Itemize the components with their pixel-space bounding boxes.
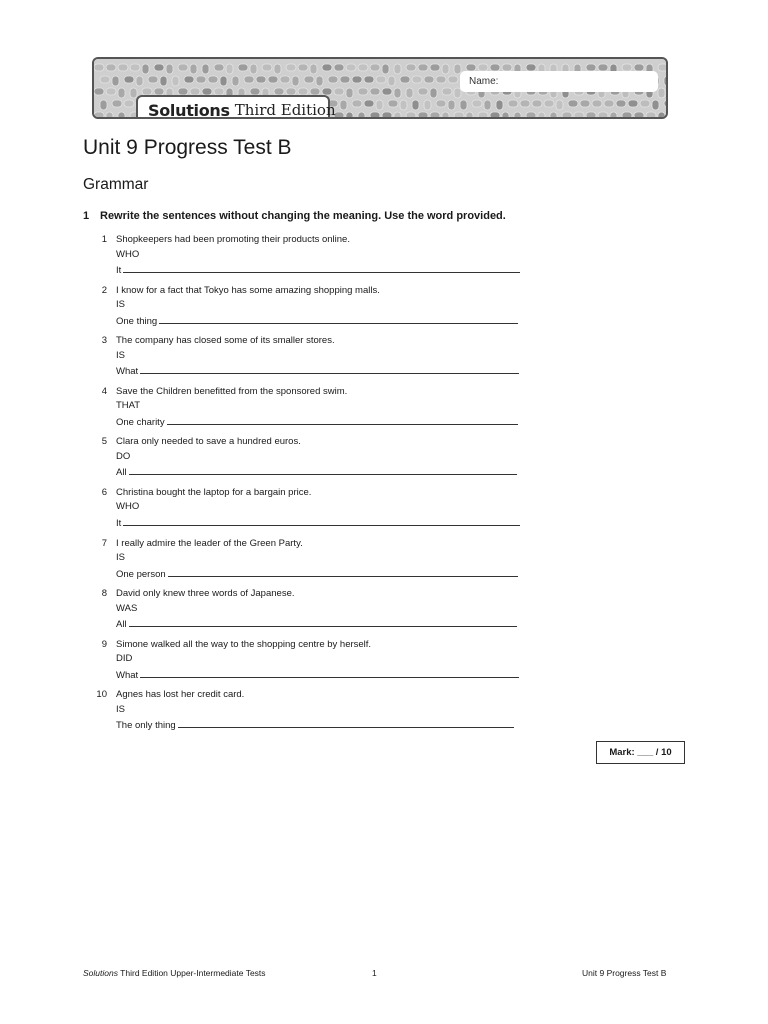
- answer-prompt: One charity: [116, 416, 165, 428]
- answer-line[interactable]: [178, 717, 514, 728]
- answer-prompt: One person: [116, 568, 166, 580]
- pattern-pill: [616, 100, 626, 107]
- pattern-pill: [100, 76, 110, 83]
- pattern-pill: [502, 64, 512, 71]
- question-keyword: IS: [116, 299, 125, 311]
- list-item: [0, 435, 768, 486]
- question-body: [116, 284, 518, 330]
- pattern-pill: [442, 64, 449, 74]
- pattern-pill: [400, 76, 410, 83]
- pattern-pill: [628, 100, 638, 107]
- pattern-pill: [112, 76, 119, 86]
- pattern-pill: [382, 88, 392, 95]
- pattern-pill: [634, 64, 644, 71]
- pattern-pill: [658, 112, 665, 117]
- pattern-pill: [160, 76, 167, 86]
- pattern-pill: [304, 76, 314, 83]
- pattern-pill: [106, 112, 113, 117]
- pattern-pill: [256, 76, 266, 83]
- pattern-pill: [262, 64, 272, 71]
- pattern-pill: [610, 112, 617, 117]
- pattern-pill: [382, 64, 389, 74]
- answer-prompt: It: [116, 517, 122, 529]
- pattern-pill: [118, 112, 125, 117]
- pattern-pill: [574, 112, 584, 117]
- pattern-pill: [124, 76, 134, 83]
- pattern-pill: [436, 76, 446, 83]
- page-number: 1: [372, 968, 377, 978]
- question-sentence: David only knew three words of Japanese.: [116, 588, 295, 600]
- pattern-pill: [418, 64, 428, 71]
- question-number: 1: [101, 234, 107, 245]
- pattern-pill: [268, 76, 278, 83]
- pattern-pill: [154, 64, 164, 71]
- pattern-pill: [190, 64, 197, 74]
- pattern-pill: [202, 88, 212, 95]
- question-sentence: Agnes has lost her credit card.: [116, 689, 245, 701]
- question-body: [116, 688, 514, 734]
- pattern-pill: [280, 76, 290, 83]
- pattern-pill: [352, 100, 362, 107]
- question-sentence: I know for a fact that Tokyo has some amazing shopping malls.: [116, 284, 380, 296]
- answer-prompt: All: [116, 467, 127, 479]
- question-number: 7: [101, 537, 107, 549]
- pattern-pill: [184, 76, 194, 83]
- pattern-pill: [364, 100, 374, 107]
- pattern-pill: [172, 76, 179, 86]
- question-keyword: WAS: [116, 602, 138, 614]
- pattern-pill: [118, 88, 125, 98]
- pattern-pill: [490, 112, 500, 117]
- pattern-pill: [478, 64, 488, 71]
- list-item: [0, 334, 768, 385]
- exercise-instruction: [83, 210, 506, 222]
- pattern-pill: [658, 64, 666, 71]
- pattern-pill: [430, 112, 440, 117]
- pattern-pill: [100, 100, 107, 110]
- pattern-pill: [454, 112, 464, 117]
- pattern-pill: [664, 76, 666, 86]
- pattern-pill: [112, 100, 122, 107]
- pattern-pill: [388, 76, 395, 86]
- pattern-pill: [352, 76, 362, 83]
- pattern-pill: [148, 76, 158, 83]
- pattern-pill: [130, 88, 137, 98]
- pattern-pill: [274, 64, 281, 74]
- pattern-pill: [490, 64, 500, 71]
- pattern-pill: [526, 64, 536, 71]
- pattern-pill: [394, 88, 401, 98]
- answer-line[interactable]: [123, 515, 520, 526]
- pattern-pill: [328, 76, 338, 83]
- pattern-pill: [388, 100, 398, 107]
- pattern-pill: [94, 64, 104, 71]
- pattern-pill: [178, 64, 188, 71]
- pattern-pill: [556, 100, 563, 110]
- question-number: 10: [96, 689, 107, 701]
- pattern-pill: [106, 88, 116, 95]
- pattern-pill: [442, 112, 449, 117]
- pattern-pill: [310, 64, 317, 74]
- question-number: 3: [101, 335, 107, 347]
- pattern-pill: [358, 112, 365, 117]
- question-keyword: IS: [116, 703, 125, 715]
- pattern-pill: [646, 112, 656, 117]
- footer-title: Third Edition Upper-Intermediate Tests: [117, 968, 266, 978]
- pattern-pill: [568, 100, 578, 107]
- question-keyword: WHO: [116, 501, 140, 513]
- pattern-pill: [544, 100, 554, 107]
- list-item: [0, 486, 768, 537]
- list-item: [0, 587, 768, 638]
- pattern-pill: [400, 100, 407, 110]
- pattern-pill: [532, 100, 542, 107]
- pattern-pill: [250, 88, 260, 95]
- footer-brand: Solutions: [83, 968, 118, 978]
- pattern-pill: [370, 88, 380, 95]
- footer-left: [83, 968, 266, 978]
- pattern-pill: [322, 64, 332, 71]
- question-sentence: Simone walked all the way to the shopping centre by herself.: [116, 638, 372, 650]
- question-keyword: DO: [116, 450, 131, 462]
- pattern-pill: [580, 100, 590, 107]
- answer-prompt: All: [116, 619, 127, 631]
- pattern-pill: [652, 100, 659, 110]
- pattern-pill: [274, 88, 284, 95]
- question-number: 9: [101, 638, 107, 650]
- pattern-pill: [130, 64, 140, 71]
- pattern-pill: [622, 112, 632, 117]
- question-number: 5: [101, 436, 107, 448]
- pattern-pill: [244, 76, 254, 83]
- question-list: [0, 233, 768, 739]
- pattern-pill: [460, 100, 467, 110]
- answer-prompt: What: [116, 366, 139, 378]
- pattern-pill: [622, 64, 632, 71]
- pattern-pill: [340, 100, 347, 110]
- pattern-pill: [418, 112, 428, 117]
- pattern-pill: [238, 64, 248, 71]
- pattern-pill: [166, 64, 173, 74]
- answer-line[interactable]: [129, 616, 517, 627]
- pattern-pill: [334, 64, 344, 71]
- pattern-pill: [250, 64, 257, 74]
- pattern-pill: [634, 112, 644, 117]
- pattern-pill: [346, 88, 353, 98]
- pattern-pill: [538, 112, 545, 117]
- question-body: [116, 334, 519, 380]
- section-title: Grammar: [83, 176, 149, 193]
- pattern-pill: [472, 100, 482, 107]
- pattern-pill: [394, 64, 401, 74]
- pattern-pill: [196, 76, 206, 83]
- question-keyword: THAT: [116, 400, 141, 412]
- pattern-pill: [430, 88, 437, 98]
- question-body: [116, 638, 519, 684]
- question-sentence: Clara only needed to save a hundred euros.: [116, 436, 301, 448]
- brand-logo: [136, 95, 336, 119]
- answer-prompt: It: [116, 265, 122, 276]
- answer-line[interactable]: [159, 313, 518, 324]
- mark-box: Mark: ___ / 10: [596, 741, 685, 764]
- pattern-pill: [502, 112, 509, 117]
- pattern-pill: [142, 88, 152, 95]
- pattern-pill: [292, 76, 299, 86]
- pattern-pill: [226, 64, 233, 74]
- list-item: [0, 284, 768, 335]
- list-item: [0, 537, 768, 588]
- list-item: [0, 688, 768, 739]
- pattern-pill: [334, 88, 344, 95]
- pattern-pill: [442, 88, 452, 95]
- answer-line[interactable]: [129, 464, 517, 475]
- pattern-pill: [430, 64, 440, 71]
- pattern-pill: [598, 112, 608, 117]
- pattern-pill: [316, 76, 323, 86]
- pattern-pill: [220, 76, 227, 86]
- pattern-pill: [208, 76, 218, 83]
- answer-line[interactable]: [123, 262, 520, 273]
- pattern-pill: [418, 88, 428, 95]
- instruction-text: Rewrite the sentences without changing the meaning. Use the word provided.: [100, 210, 506, 222]
- pattern-pill: [406, 112, 416, 117]
- question-body: [116, 486, 520, 532]
- pattern-pill: [232, 76, 239, 86]
- list-item: [0, 233, 768, 284]
- question-body: [116, 233, 520, 279]
- name-label: Name:: [469, 76, 499, 87]
- pattern-pill: [310, 88, 320, 95]
- pattern-pill: [94, 112, 104, 117]
- pattern-pill: [190, 88, 200, 95]
- pattern-pill: [298, 64, 308, 71]
- pattern-pill: [358, 88, 368, 95]
- pattern-pill: [94, 88, 104, 95]
- question-body: [116, 385, 518, 431]
- pattern-pill: [562, 112, 572, 117]
- pattern-pill: [286, 64, 296, 71]
- pattern-pill: [214, 88, 224, 95]
- answer-line[interactable]: [167, 414, 518, 425]
- question-keyword: WHO: [116, 248, 140, 260]
- question-number: 2: [101, 284, 107, 296]
- pattern-pill: [370, 64, 380, 71]
- pattern-pill: [586, 64, 596, 71]
- brand-main-text: Solutions: [148, 100, 230, 119]
- pattern-pill: [142, 64, 149, 74]
- pattern-pill: [376, 76, 386, 83]
- pattern-pill: [526, 112, 536, 117]
- pattern-pill: [406, 88, 413, 98]
- pattern-pill: [382, 112, 392, 117]
- pattern-pill: [448, 100, 455, 110]
- answer-line[interactable]: [140, 667, 519, 678]
- pattern-pill: [178, 88, 188, 95]
- question-keyword: DID: [116, 653, 133, 665]
- pattern-pill: [346, 64, 356, 71]
- pattern-pill: [106, 64, 116, 71]
- pattern-pill: [406, 64, 416, 71]
- pattern-pill: [202, 64, 209, 74]
- pattern-pill: [340, 76, 350, 83]
- pattern-pill: [658, 88, 665, 98]
- pattern-pill: [592, 100, 602, 107]
- header-banner: [92, 57, 668, 119]
- answer-prompt: What: [116, 669, 139, 681]
- question-keyword: IS: [116, 552, 125, 564]
- question-number: 8: [101, 588, 107, 600]
- pattern-pill: [346, 112, 353, 117]
- question-sentence: I really admire the leader of the Green Party.: [116, 537, 303, 549]
- question-sentence: Christina bought the laptop for a bargain price.: [116, 486, 312, 498]
- pattern-pill: [550, 112, 557, 117]
- pattern-pill: [664, 100, 666, 107]
- answer-line[interactable]: [168, 566, 518, 577]
- pattern-pill: [154, 88, 164, 95]
- pattern-pill: [370, 112, 380, 117]
- pattern-pill: [136, 76, 143, 86]
- question-keyword: IS: [116, 349, 125, 361]
- question-number: 4: [101, 385, 107, 397]
- pattern-pill: [364, 76, 374, 83]
- pattern-pill: [412, 100, 419, 110]
- pattern-pill: [358, 64, 368, 71]
- question-number: 6: [101, 486, 107, 498]
- question-sentence: Shopkeepers had been promoting their products online.: [116, 234, 350, 245]
- pattern-pill: [214, 64, 224, 71]
- pattern-pill: [118, 64, 128, 71]
- pattern-pill: [436, 100, 446, 107]
- pattern-pill: [424, 100, 431, 110]
- pattern-pill: [466, 64, 476, 71]
- pattern-pill: [520, 100, 530, 107]
- pattern-pill: [598, 64, 608, 71]
- pattern-pill: [412, 76, 422, 83]
- pattern-pill: [448, 76, 458, 83]
- exercise-number: 1: [83, 210, 90, 222]
- list-item: [0, 638, 768, 689]
- pattern-pill: [298, 88, 308, 95]
- pattern-pill: [508, 100, 518, 107]
- pattern-pill: [604, 100, 614, 107]
- question-body: [116, 435, 517, 481]
- pattern-pill: [466, 112, 473, 117]
- pattern-pill: [424, 76, 434, 83]
- pattern-pill: [376, 100, 383, 110]
- pattern-pill: [514, 112, 521, 117]
- answer-prompt: One thing: [116, 315, 158, 327]
- question-body: [116, 537, 518, 583]
- pattern-pill: [478, 112, 488, 117]
- pattern-pill: [322, 88, 332, 95]
- pattern-pill: [484, 100, 491, 110]
- question-body: [116, 587, 517, 633]
- brand-sub-text: Third Edition: [234, 101, 336, 119]
- question-sentence: Save the Children benefitted from the sponsored swim.: [116, 385, 348, 397]
- footer-right: Unit 9 Progress Test B: [582, 968, 667, 978]
- pattern-pill: [124, 100, 134, 107]
- name-field[interactable]: [460, 71, 658, 92]
- answer-line[interactable]: [140, 363, 519, 374]
- pattern-pill: [586, 112, 596, 117]
- pattern-pill: [496, 100, 503, 110]
- question-sentence: The company has closed some of its smaller stores.: [116, 335, 335, 347]
- pattern-pill: [394, 112, 401, 117]
- pattern-pill: [640, 100, 650, 107]
- page-title: Unit 9 Progress Test B: [83, 136, 292, 159]
- list-item: [0, 385, 768, 436]
- pattern-pill: [286, 88, 296, 95]
- answer-prompt: The only thing: [116, 720, 176, 732]
